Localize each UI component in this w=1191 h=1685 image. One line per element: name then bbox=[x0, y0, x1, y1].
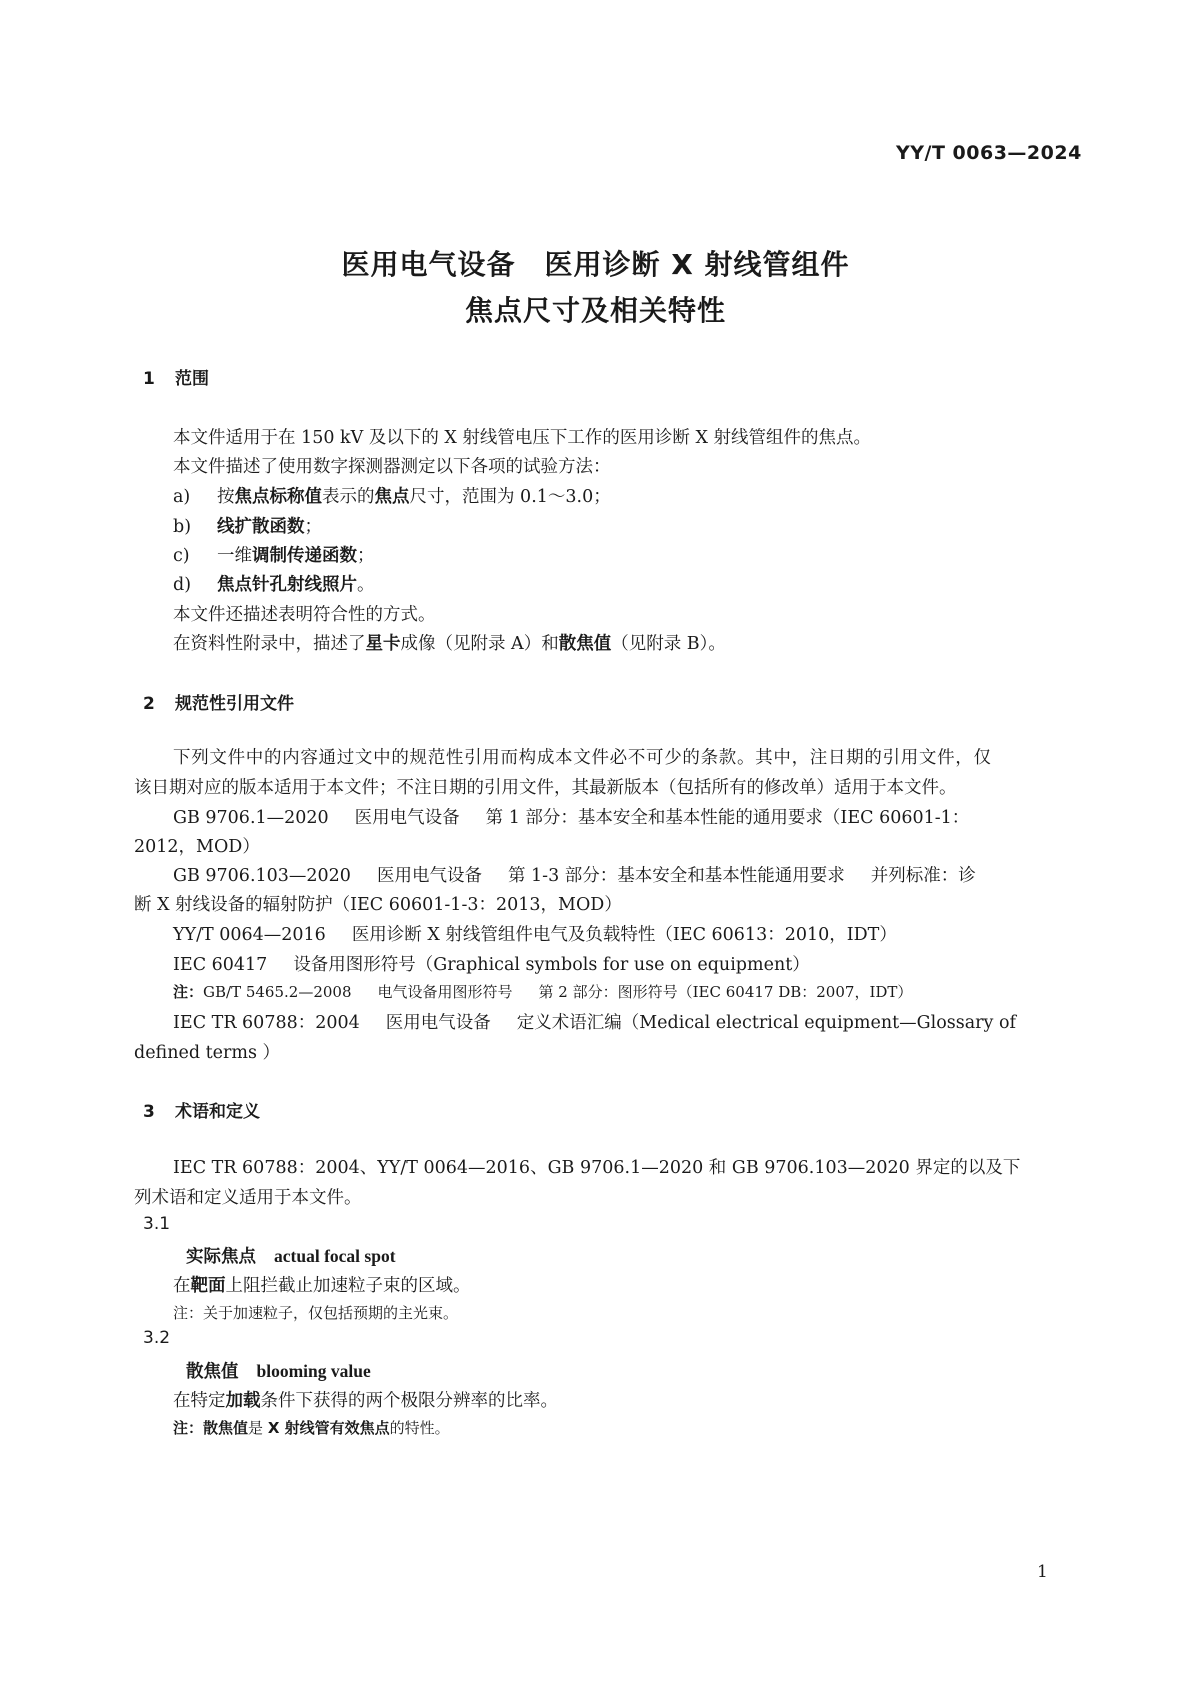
page-number: 1 bbox=[1037, 1562, 1048, 1582]
defined-term: 焦点 bbox=[374, 487, 410, 507]
note bbox=[173, 1417, 450, 1438]
reference-entry-continued: defined terms ） bbox=[134, 1043, 281, 1063]
reference-title: 并列标准：诊 bbox=[870, 866, 976, 886]
reference-title: 设备用图形符号（Graphical symbols for use on equipment） bbox=[293, 955, 810, 975]
reference-entry bbox=[173, 951, 810, 976]
term-zh: 散焦值 bbox=[186, 1362, 239, 1382]
paragraph: 列术语和定义适用于本文件。 bbox=[134, 1188, 362, 1208]
defined-term: 焦点针孔射线照片 bbox=[217, 575, 357, 595]
section-title: 范围 bbox=[175, 369, 209, 389]
reference-title: 第 1 部分：基本安全和基本性能的通用要求（IEC 60601-1： bbox=[485, 808, 970, 828]
section-3-heading bbox=[143, 1097, 260, 1122]
text: 成像（见附录 A）和 bbox=[400, 634, 559, 654]
term-en: actual focal spot bbox=[274, 1246, 396, 1266]
reference-entry-continued: 2012，MOD） bbox=[134, 837, 260, 857]
paragraph: 该日期对应的版本适用于本文件；不注日期的引用文件，其最新版本（包括所有的修改单）适用于本文件。 bbox=[134, 778, 957, 798]
term-definition bbox=[173, 1387, 558, 1412]
reference-code: IEC TR 60788：2004 bbox=[173, 1013, 360, 1033]
text: 上阻拦截止加速粒子束的区域。 bbox=[225, 1276, 471, 1296]
defined-term: 星卡 bbox=[365, 634, 401, 654]
note: 注：关于加速粒子，仅包括预期的主光束。 bbox=[173, 1304, 459, 1322]
standard-number: YY/T 0063—2024 bbox=[896, 142, 1082, 164]
paragraph: 本文件描述了使用数字探测器测定以下各项的试验方法： bbox=[173, 457, 611, 477]
list-marker: c) bbox=[173, 546, 190, 566]
list-marker: d) bbox=[173, 575, 192, 595]
term-zh: 实际焦点 bbox=[186, 1247, 256, 1267]
section-2-heading bbox=[143, 689, 294, 714]
section-title: 术语和定义 bbox=[175, 1102, 260, 1122]
section-number: 3 bbox=[143, 1102, 155, 1122]
defined-term: X 射线管有效焦点 bbox=[267, 1419, 390, 1437]
paragraph: 本文件还描述表明符合性的方式。 bbox=[173, 605, 436, 625]
text: 表示的 bbox=[322, 487, 375, 507]
list-item bbox=[173, 571, 375, 596]
reference-title: 电气设备用图形符号 bbox=[377, 983, 513, 1001]
text: 的特性。 bbox=[389, 1419, 450, 1437]
text: （见附录 B）。 bbox=[611, 634, 726, 654]
term-number: 3.1 bbox=[143, 1214, 171, 1234]
reference-title: 定义术语汇编（Medical electrical equipment—Glossary of bbox=[516, 1013, 1016, 1033]
note-label: 注： bbox=[173, 1419, 204, 1437]
term-en: blooming value bbox=[256, 1361, 371, 1381]
reference-entry bbox=[173, 862, 976, 887]
reference-title: 医用电气设备 bbox=[376, 866, 482, 886]
paragraph: 下列文件中的内容通过文中的规范性引用而构成本文件必不可少的条款。其中，注日期的引用文件，仅 bbox=[173, 748, 991, 768]
text: 。 bbox=[357, 575, 375, 595]
defined-term: 焦点标称值 bbox=[234, 487, 322, 507]
reference-entry bbox=[173, 921, 897, 946]
paragraph: IEC TR 60788：2004、YY/T 0064—2016、GB 9706.1—2020 和 GB 9706.103—2020 界定的以及下 bbox=[173, 1158, 1021, 1178]
reference-code: IEC 60417 bbox=[173, 955, 268, 975]
term-heading bbox=[186, 1358, 371, 1383]
defined-term: 靶面 bbox=[190, 1276, 226, 1296]
list-item bbox=[173, 513, 322, 538]
section-1-heading bbox=[143, 364, 209, 389]
term-definition bbox=[173, 1272, 471, 1297]
defined-term: 调制传递函数 bbox=[252, 546, 357, 566]
note-label: 注： bbox=[173, 983, 204, 1001]
defined-term: 加载 bbox=[225, 1391, 261, 1411]
text: ； bbox=[304, 517, 322, 537]
document-title-line2: 焦点尺寸及相关特性 bbox=[464, 294, 726, 327]
reference-code: GB 9706.103—2020 bbox=[173, 866, 351, 886]
note bbox=[173, 981, 912, 1002]
reference-code: YY/T 0064—2016 bbox=[173, 925, 326, 945]
defined-term: 线扩散函数 bbox=[217, 517, 305, 537]
reference-code: GB 9706.1—2020 bbox=[173, 808, 329, 828]
term-number: 3.2 bbox=[143, 1328, 171, 1348]
list-item bbox=[173, 483, 611, 508]
reference-title: 医用电气设备 bbox=[385, 1013, 491, 1033]
text: 条件下获得的两个极限分辨率的比率。 bbox=[260, 1391, 558, 1411]
text: 在特定 bbox=[173, 1391, 226, 1411]
defined-term: 散焦值 bbox=[203, 1419, 249, 1437]
paragraph bbox=[173, 630, 726, 655]
reference-entry-continued: 断 X 射线设备的辐射防护（IEC 60601-1-3：2013，MOD） bbox=[134, 895, 622, 915]
text: 按 bbox=[217, 487, 235, 507]
text: ； bbox=[357, 546, 375, 566]
section-number: 1 bbox=[143, 369, 155, 389]
document-title-line1: 医用电气设备 医用诊断 X 射线管组件 bbox=[341, 248, 850, 281]
defined-term: 散焦值 bbox=[558, 634, 612, 654]
reference-entry bbox=[173, 1009, 1016, 1034]
reference-title: 医用诊断 X 射线管组件电气及负载特性（IEC 60613：2010，IDT） bbox=[351, 925, 897, 945]
text: 在资料性附录中，描述了 bbox=[173, 634, 366, 654]
list-marker: b) bbox=[173, 517, 192, 537]
text: 是 bbox=[248, 1419, 268, 1437]
list-marker: a) bbox=[173, 487, 191, 507]
reference-title: 第 2 部分：图形符号（IEC 60417 DB：2007，IDT） bbox=[538, 983, 913, 1001]
list-item bbox=[173, 542, 375, 567]
text: 一维 bbox=[217, 546, 252, 566]
reference-code: GB/T 5465.2—2008 bbox=[203, 983, 352, 1001]
text: 在 bbox=[173, 1276, 191, 1296]
section-title: 规范性引用文件 bbox=[175, 694, 294, 714]
section-number: 2 bbox=[143, 694, 155, 714]
reference-entry bbox=[173, 804, 969, 829]
paragraph: 本文件适用于在 150 kV 及以下的 X 射线管电压下工作的医用诊断 X 射线管组件的焦点。 bbox=[173, 428, 871, 448]
reference-title: 医用电气设备 bbox=[354, 808, 460, 828]
reference-title: 第 1-3 部分：基本安全和基本性能通用要求 bbox=[507, 866, 845, 886]
text: 尺寸，范围为 0.1～3.0； bbox=[409, 487, 611, 507]
term-heading bbox=[186, 1243, 396, 1268]
